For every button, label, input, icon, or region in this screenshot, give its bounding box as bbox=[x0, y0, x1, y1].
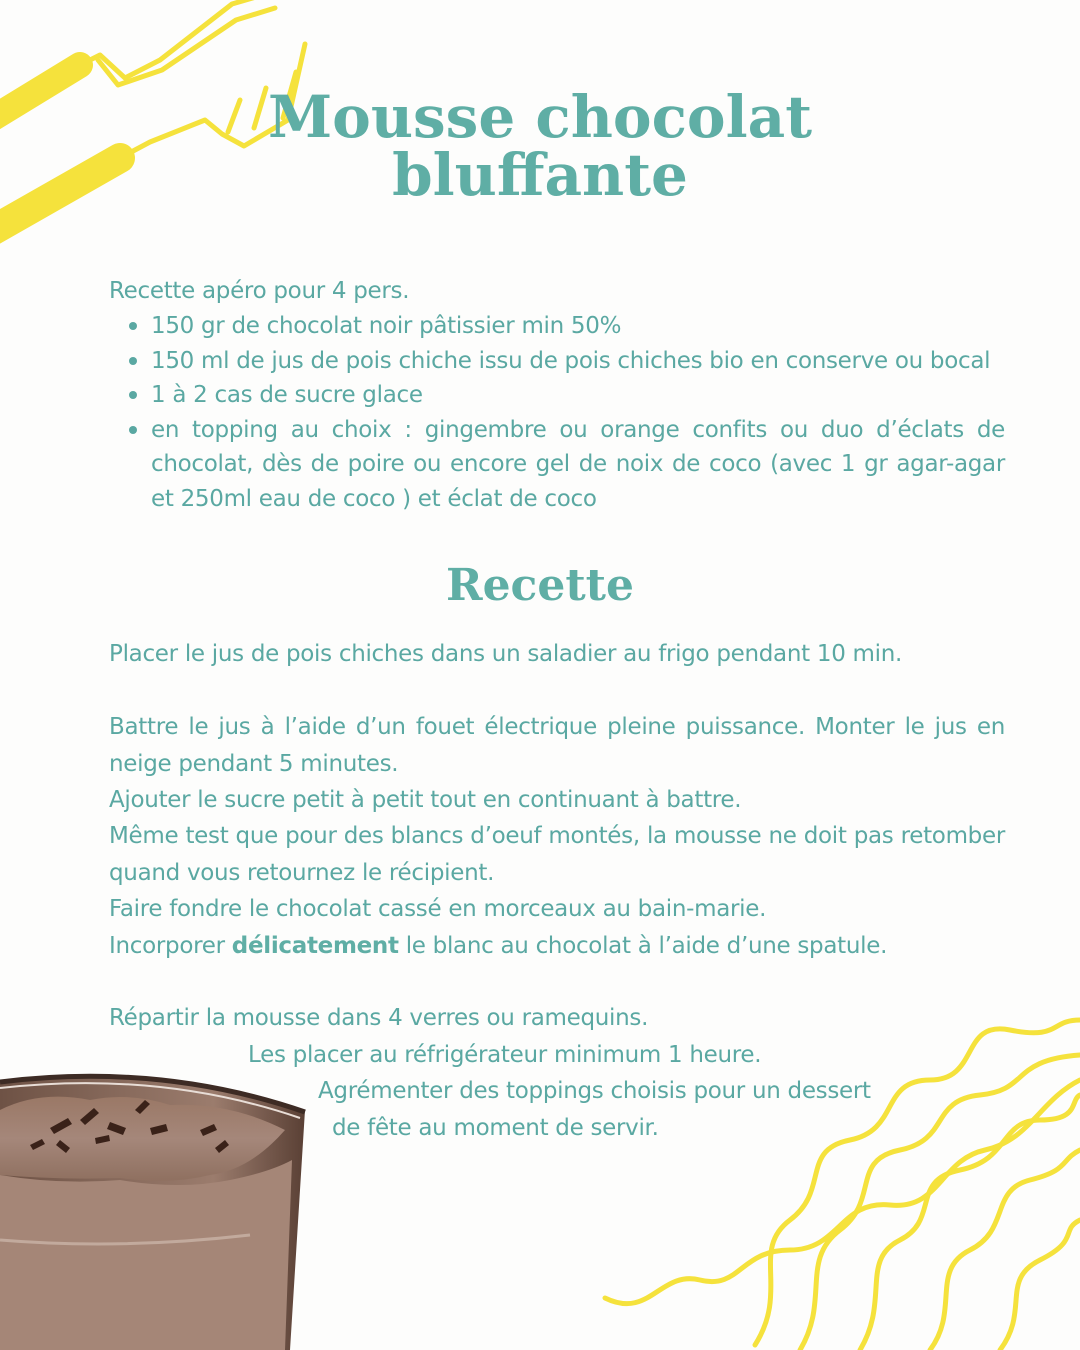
step-6 bbox=[109, 928, 1005, 965]
step-6-start: Incorporer bbox=[109, 933, 232, 959]
step-5: Faire fondre le chocolat cassé en morceaux au bain-marie. bbox=[109, 896, 767, 922]
step-8: Les placer au réfrigérateur minimum 1 heure. bbox=[248, 1042, 762, 1068]
step-6-emphasis: délicatement bbox=[231, 933, 399, 959]
page-title bbox=[0, 83, 1080, 209]
title-line-2: bluffante bbox=[392, 141, 688, 209]
step-9-line-2: de fête au moment de servir. bbox=[332, 1115, 659, 1141]
title-line-1: Mousse chocolat bbox=[267, 83, 813, 151]
step-6-end: le blanc au chocolat à l’aide d’une spatule. bbox=[398, 933, 888, 959]
recipe-heading: Recette bbox=[446, 560, 634, 611]
step-7: Répartir la mousse dans 4 verres ou ramequins. bbox=[109, 1005, 649, 1031]
step-4: Même test que pour des blancs d’oeuf montés, la mousse ne doit pas retomber quand vous retournez le récipient. bbox=[109, 823, 1005, 886]
intro-text: Recette apéro pour 4 pers. bbox=[109, 278, 410, 304]
chocolate-mousse-glass-image bbox=[0, 1050, 320, 1350]
ingredient-item: en topping au choix : gingembre ou orange confits ou duo d’éclats de chocolat, dès de poire ou encore gel de noix de coco (avec 1 gr agar-agar et 250ml eau de coco ) et éclat de coco bbox=[109, 413, 1005, 517]
step-1: Placer le jus de pois chiches dans un saladier au frigo pendant 10 min. bbox=[109, 641, 903, 667]
ingredient-item: 150 ml de jus de pois chiche issu de pois chiches bio en conserve ou bocal bbox=[109, 344, 1005, 379]
step-2: Battre le jus à l’aide d’un fouet électrique pleine puissance. Monter le jus en neige pendant 5 minutes. bbox=[109, 714, 1005, 777]
step-3: Ajouter le sucre petit à petit tout en continuant à battre. bbox=[109, 787, 742, 813]
step-9-line-1: Agrémenter des toppings choisis pour un dessert bbox=[318, 1078, 871, 1104]
ingredient-list bbox=[109, 309, 1005, 516]
ingredient-item: 150 gr de chocolat noir pâtissier min 50% bbox=[109, 309, 1005, 344]
ingredient-item: 1 à 2 cas de sucre glace bbox=[109, 378, 1005, 413]
